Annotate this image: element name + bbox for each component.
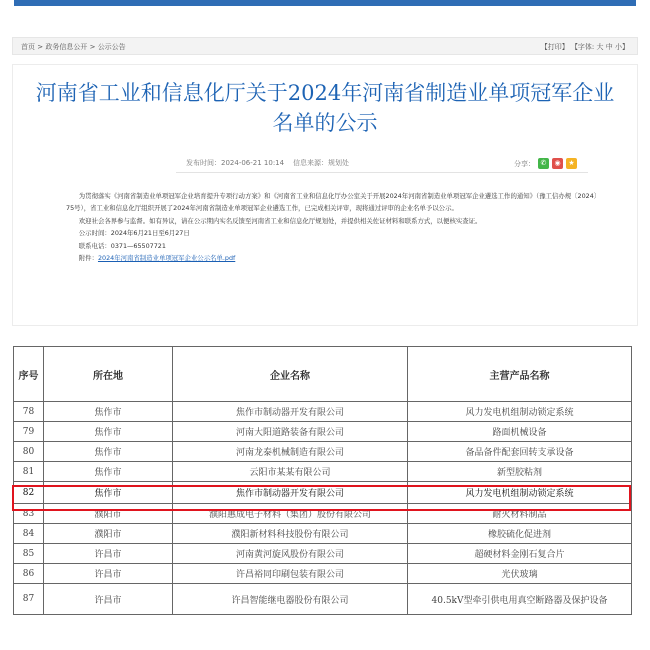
cell-product: 耐火材料制品 bbox=[408, 504, 632, 524]
divider bbox=[176, 172, 588, 173]
font-small-link[interactable]: 小】 bbox=[615, 43, 629, 51]
weibo-share-icon[interactable]: ◉ bbox=[552, 158, 563, 169]
cell-index: 80 bbox=[14, 442, 44, 462]
cell-product: 风力发电机组制动锁定系统 bbox=[408, 402, 632, 422]
font-large-link[interactable]: 大 bbox=[596, 43, 604, 51]
attachment-line bbox=[66, 252, 606, 264]
article-body bbox=[66, 190, 606, 264]
breadcrumb bbox=[21, 38, 126, 56]
cell-product: 40.5kV型牵引供电用真空断路器及保护设备 bbox=[408, 584, 632, 615]
cell-location: 许昌市 bbox=[44, 584, 173, 615]
cell-location: 焦作市 bbox=[44, 422, 173, 442]
breadcrumb-gov-info[interactable]: 政务信息公开 bbox=[45, 43, 88, 51]
table-row bbox=[14, 442, 632, 462]
font-size-label: 【字体: bbox=[570, 43, 595, 51]
qzone-share-icon[interactable]: ★ bbox=[566, 158, 577, 169]
share-bar bbox=[514, 158, 577, 169]
cell-product: 橡胶硫化促进剂 bbox=[408, 524, 632, 544]
info-source: 信息来源：规划处 bbox=[293, 159, 349, 167]
publish-time: 发布时间：2024-06-21 10:14 bbox=[186, 159, 285, 167]
share-label: 分享： bbox=[514, 159, 535, 168]
col-header-location: 所在地 bbox=[44, 347, 173, 402]
cell-location: 焦作市 bbox=[44, 402, 173, 422]
article-meta bbox=[186, 158, 349, 168]
cell-index: 84 bbox=[14, 524, 44, 544]
col-header-product: 主营产品名称 bbox=[408, 347, 632, 402]
table-row bbox=[14, 524, 632, 544]
paragraph-2: 欢迎社会各界参与监督。如有异议，请在公示期内实名反馈至河南省工业和信息化厅规划处，并提供相关佐证材料和联系方式，以便核实查证。 bbox=[78, 216, 482, 225]
cell-location: 焦作市 bbox=[44, 442, 173, 462]
cell-company: 河南大阳道路装备有限公司 bbox=[173, 422, 408, 442]
cell-location: 濮阳市 bbox=[44, 524, 173, 544]
cell-index: 86 bbox=[14, 564, 44, 584]
highlight-box bbox=[12, 485, 631, 511]
wechat-share-icon[interactable]: ✆ bbox=[538, 158, 549, 169]
cell-index: 82 bbox=[14, 482, 44, 504]
cell-location: 许昌市 bbox=[44, 564, 173, 584]
cell-company: 濮阳新材料科技股份有限公司 bbox=[173, 524, 408, 544]
breadcrumb-bar bbox=[12, 37, 638, 55]
breadcrumb-home[interactable]: 首页 bbox=[21, 43, 35, 51]
col-header-company: 企业名称 bbox=[173, 347, 408, 402]
attachment-label: 附件： bbox=[78, 254, 98, 263]
breadcrumb-notices[interactable]: 公示公告 bbox=[97, 43, 126, 51]
cell-index: 78 bbox=[14, 402, 44, 422]
top-banner-bar bbox=[14, 0, 636, 6]
cell-product: 新型胶粘剂 bbox=[408, 462, 632, 482]
table-row bbox=[14, 584, 632, 615]
cell-company: 云阳市某某有限公司 bbox=[173, 462, 408, 482]
cell-company: 许昌裕同印刷包装有限公司 bbox=[173, 564, 408, 584]
cell-product: 光伏玻璃 bbox=[408, 564, 632, 584]
cell-company: 焦作市制动器开发有限公司 bbox=[173, 402, 408, 422]
table-row bbox=[14, 402, 632, 422]
table-row bbox=[14, 564, 632, 584]
cell-location: 焦作市 bbox=[44, 482, 173, 504]
title-line-1: 河南省工业和信息化厅关于2024年河南省制造业单项冠军企业 bbox=[35, 81, 615, 105]
table-row bbox=[14, 462, 632, 482]
cell-company: 濮阳惠成电子材料（集团）股份有限公司 bbox=[173, 504, 408, 524]
cell-company: 许昌智能继电器股份有限公司 bbox=[173, 584, 408, 615]
cell-company: 焦作市制动器开发有限公司 bbox=[173, 482, 408, 504]
cell-index: 81 bbox=[14, 462, 44, 482]
cell-product: 路面机械设备 bbox=[408, 422, 632, 442]
cell-location: 焦作市 bbox=[44, 462, 173, 482]
page-tools bbox=[541, 38, 629, 56]
breadcrumb-sep: > bbox=[89, 43, 96, 51]
cell-index: 83 bbox=[14, 504, 44, 524]
cell-product: 备品备件配套回转支承设备 bbox=[408, 442, 632, 462]
font-medium-link[interactable]: 中 bbox=[605, 43, 613, 51]
cell-product: 风力发电机组制动锁定系统 bbox=[408, 482, 632, 504]
col-header-index: 序号 bbox=[14, 347, 44, 402]
paragraph-4: 联系电话：0371—65507721 bbox=[78, 241, 166, 250]
cell-index: 87 bbox=[14, 584, 44, 615]
cell-company: 河南黄河旋风股份有限公司 bbox=[173, 544, 408, 564]
attachment-link[interactable]: 2024年河南省制造业单项冠军企业公示名单.pdf bbox=[97, 254, 236, 263]
cell-location: 许昌市 bbox=[44, 544, 173, 564]
cell-location: 濮阳市 bbox=[44, 504, 173, 524]
cell-company: 河南龙泰机械制造有限公司 bbox=[173, 442, 408, 462]
table-header-row bbox=[14, 347, 632, 402]
cell-product: 超硬材料金刚石复合片 bbox=[408, 544, 632, 564]
table-row bbox=[14, 422, 632, 442]
cell-index: 79 bbox=[14, 422, 44, 442]
print-link[interactable]: 【打印】 bbox=[540, 43, 569, 51]
breadcrumb-sep: > bbox=[37, 43, 44, 51]
cell-index: 85 bbox=[14, 544, 44, 564]
table-row bbox=[14, 544, 632, 564]
page-title bbox=[0, 78, 650, 138]
paragraph-1: 为贯彻落实《河南省制造业单项冠军企业培育提升专项行动方案》和《河南省工业和信息化厅办公室关于开展2024年河南省制造业单项冠军企业遴选工作的通知》（豫工信办规〔2024〕75号），省工业和信息化厅组织开展了2024年河南省制造业单项冠军企业遴选工作，已完成相关评审，现将通过评审的企业名单予以公示。 bbox=[66, 192, 601, 213]
paragraph-3: 公示时间：2024年6月21日至6月27日 bbox=[78, 229, 190, 238]
title-line-2: 名单的公示 bbox=[272, 111, 378, 135]
winners-table bbox=[13, 346, 632, 615]
